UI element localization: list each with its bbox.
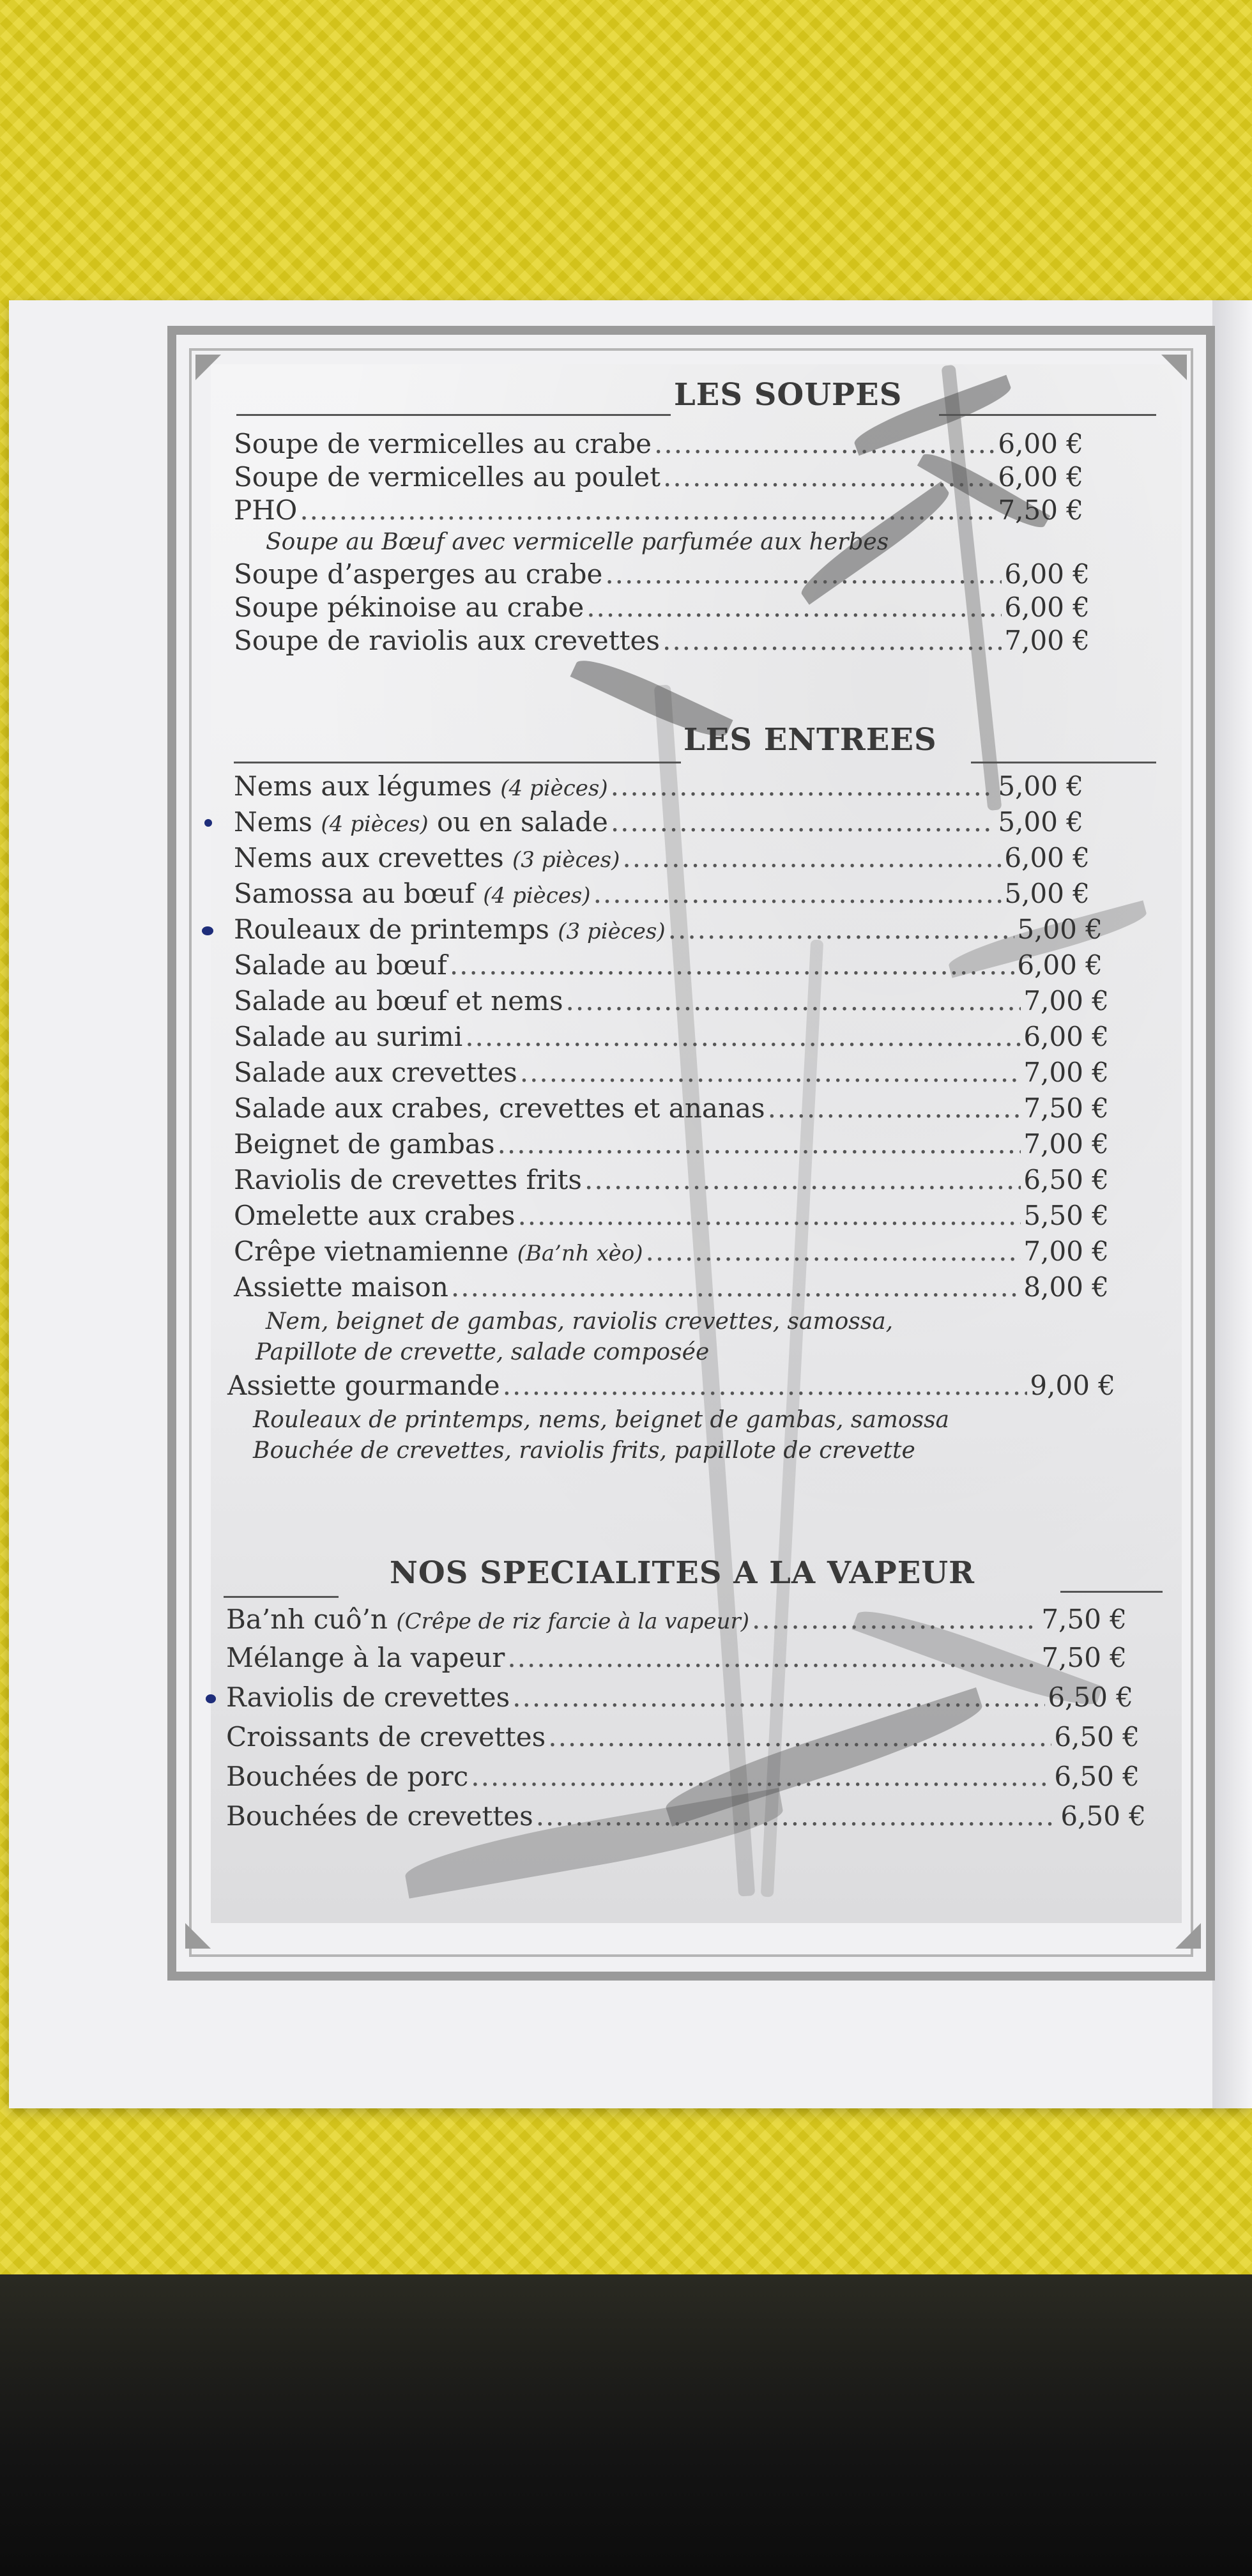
item-name: Nems aux légumes (4 pièces) xyxy=(234,770,608,802)
leader-dots xyxy=(611,806,996,838)
item-name: Bouchées de porc xyxy=(226,1761,469,1792)
leader-dots xyxy=(517,1200,1021,1231)
item-name: Soupe de raviolis aux crevettes xyxy=(234,625,660,656)
leader-dots xyxy=(662,625,1002,656)
item-price: 6,00 € xyxy=(998,428,1083,459)
leader-dots xyxy=(584,1164,1021,1195)
leader-dots xyxy=(622,842,1002,873)
menu-item xyxy=(226,1721,1140,1752)
menu-item xyxy=(226,1800,1146,1832)
section-title-rule xyxy=(1060,1591,1163,1593)
frame-corner-ornament xyxy=(1175,1923,1201,1949)
item-name: Soupe d’asperges au crabe xyxy=(234,558,603,590)
item-name: Salade aux crevettes xyxy=(234,1057,517,1088)
item-name: Crêpe vietnamienne (Ba’nh xèo) xyxy=(234,1236,643,1267)
leader-dots xyxy=(520,1057,1021,1088)
dark-floor xyxy=(0,2274,1252,2576)
section-title-rule xyxy=(224,1596,339,1598)
menu-item xyxy=(234,806,1083,838)
menu-item xyxy=(227,1370,1115,1401)
item-price: 5,50 € xyxy=(1023,1200,1109,1231)
section-title-rule xyxy=(939,414,1156,416)
item-name: Omelette aux crabes xyxy=(234,1200,515,1231)
item-price: 5,00 € xyxy=(998,806,1083,838)
leader-dots xyxy=(503,1370,1028,1401)
handwritten-dot-mark xyxy=(204,819,212,827)
leader-dots xyxy=(548,1721,1051,1752)
menu-item xyxy=(226,1761,1140,1792)
item-price: 7,50 € xyxy=(1023,1092,1109,1124)
menu-item xyxy=(234,592,1090,623)
handwritten-dot-mark xyxy=(202,926,213,935)
item-price: 6,00 € xyxy=(998,461,1083,493)
item-name: PHO xyxy=(234,494,298,526)
menu-item xyxy=(234,428,1083,459)
item-name: Raviolis de crevettes frits xyxy=(234,1164,582,1195)
item-price: 7,00 € xyxy=(1023,1057,1109,1088)
item-name: Bouchées de crevettes xyxy=(226,1800,533,1832)
item-name: Croissants de crevettes xyxy=(226,1721,546,1752)
leader-dots xyxy=(507,1642,1039,1673)
page-fold xyxy=(1212,300,1252,2108)
menu-item xyxy=(226,1642,1127,1673)
item-price: 7,00 € xyxy=(1004,625,1090,656)
menu-item xyxy=(226,1604,1127,1635)
leader-dots xyxy=(566,985,1021,1016)
item-price: 6,50 € xyxy=(1054,1761,1140,1792)
leader-dots xyxy=(593,878,1002,909)
menu-item xyxy=(234,770,1083,802)
item-price: 6,00 € xyxy=(1004,842,1090,873)
menu-item xyxy=(234,1092,1109,1124)
item-name: Ba’nh cuô’n (Crêpe de riz farcie à la vapeur) xyxy=(226,1604,749,1635)
item-price: 7,50 € xyxy=(1041,1604,1127,1635)
item-name: Soupe pékinoise au crabe xyxy=(234,592,584,623)
menu-item xyxy=(234,461,1083,493)
menu-content xyxy=(211,364,1182,1923)
item-name: Nems aux crevettes (3 pièces) xyxy=(234,842,620,873)
leader-dots xyxy=(646,1236,1021,1267)
frame-corner-ornament xyxy=(1161,355,1187,380)
leader-dots xyxy=(471,1761,1051,1792)
item-name: Assiette maison xyxy=(234,1271,448,1303)
item-name: Nems (4 pièces) ou en salade xyxy=(234,806,608,838)
item-price: 6,50 € xyxy=(1023,1164,1109,1195)
menu-item xyxy=(234,1236,1109,1267)
leader-dots xyxy=(498,1128,1021,1160)
leader-dots xyxy=(586,592,1002,623)
item-price: 7,50 € xyxy=(998,494,1083,526)
menu-item xyxy=(234,949,1103,981)
item-price: 9,00 € xyxy=(1030,1370,1115,1401)
menu-item xyxy=(226,1682,1133,1713)
leader-dots xyxy=(450,949,1015,981)
menu-item xyxy=(234,1271,1109,1303)
item-name: Assiette gourmande xyxy=(227,1370,500,1401)
menu-item xyxy=(234,558,1090,590)
menu-item xyxy=(234,1128,1109,1160)
item-price: 8,00 € xyxy=(1023,1271,1109,1303)
item-name: Raviolis de crevettes xyxy=(226,1682,510,1713)
menu-item xyxy=(234,494,1083,526)
section-title-vapeur: NOS SPECIALITES A LA VAPEUR xyxy=(390,1555,975,1591)
item-name: Mélange à la vapeur xyxy=(226,1642,505,1673)
leader-dots xyxy=(512,1682,1045,1713)
item-price: 7,00 € xyxy=(1023,1236,1109,1267)
leader-dots xyxy=(605,558,1002,590)
leader-dots xyxy=(451,1271,1021,1303)
section-title-rule xyxy=(971,762,1156,763)
section-title-soupes: LES SOUPES xyxy=(674,377,903,413)
leader-dots xyxy=(768,1092,1021,1124)
leader-dots xyxy=(752,1604,1039,1635)
item-description: Bouchée de crevettes, raviolis frits, papillote de crevette xyxy=(253,1438,915,1464)
item-name: Soupe de vermicelles au crabe xyxy=(234,428,652,459)
menu-item xyxy=(234,1057,1109,1088)
leader-dots xyxy=(663,461,995,493)
item-name: Soupe de vermicelles au poulet xyxy=(234,461,661,493)
menu-item xyxy=(234,985,1109,1016)
menu-item xyxy=(234,878,1090,909)
menu-item xyxy=(234,914,1103,945)
item-price: 5,00 € xyxy=(998,770,1083,802)
item-price: 6,50 € xyxy=(1048,1682,1133,1713)
section-title-rule xyxy=(234,762,681,763)
leader-dots xyxy=(300,494,995,526)
item-price: 6,00 € xyxy=(1017,949,1103,981)
item-price: 6,50 € xyxy=(1054,1721,1140,1752)
item-name: Salade au bœuf et nems xyxy=(234,985,563,1016)
item-price: 7,00 € xyxy=(1023,985,1109,1016)
menu-item xyxy=(234,1200,1109,1231)
item-price: 7,50 € xyxy=(1041,1642,1127,1673)
leader-dots xyxy=(465,1021,1021,1052)
frame-corner-ornament xyxy=(195,355,221,380)
item-name: Salade au bœuf xyxy=(234,949,447,981)
leader-dots xyxy=(611,770,996,802)
menu-item xyxy=(234,1164,1109,1195)
item-description: Papillote de crevette, salade composée xyxy=(256,1339,710,1365)
item-price: 5,00 € xyxy=(1017,914,1103,945)
item-name: Samossa au bœuf (4 pièces) xyxy=(234,878,591,909)
menu-item xyxy=(234,1021,1109,1052)
item-name: Salade au surimi xyxy=(234,1021,463,1052)
item-price: 6,00 € xyxy=(1004,592,1090,623)
menu-item xyxy=(234,842,1090,873)
leader-dots xyxy=(654,428,995,459)
item-price: 5,00 € xyxy=(1004,878,1090,909)
item-price: 6,50 € xyxy=(1060,1800,1146,1832)
item-name: Rouleaux de printemps (3 pièces) xyxy=(234,914,666,945)
item-price: 6,00 € xyxy=(1004,558,1090,590)
leader-dots xyxy=(668,914,1015,945)
item-description: Nem, beignet de gambas, raviolis crevettes, samossa, xyxy=(266,1308,894,1335)
section-title-rule xyxy=(236,414,671,416)
item-name: Salade aux crabes, crevettes et ananas xyxy=(234,1092,765,1124)
frame-corner-ornament xyxy=(185,1923,211,1949)
item-description: Rouleaux de printemps, nems, beignet de gambas, samossa xyxy=(253,1407,950,1433)
item-description: Soupe au Bœuf avec vermicelle parfumée aux herbes xyxy=(266,529,889,555)
item-price: 7,00 € xyxy=(1023,1128,1109,1160)
leader-dots xyxy=(536,1800,1058,1832)
item-price: 6,00 € xyxy=(1023,1021,1109,1052)
item-name: Beignet de gambas xyxy=(234,1128,495,1160)
menu-item xyxy=(234,625,1090,656)
section-title-entrees: LES ENTREES xyxy=(683,722,937,758)
handwritten-dot-mark xyxy=(206,1694,216,1703)
